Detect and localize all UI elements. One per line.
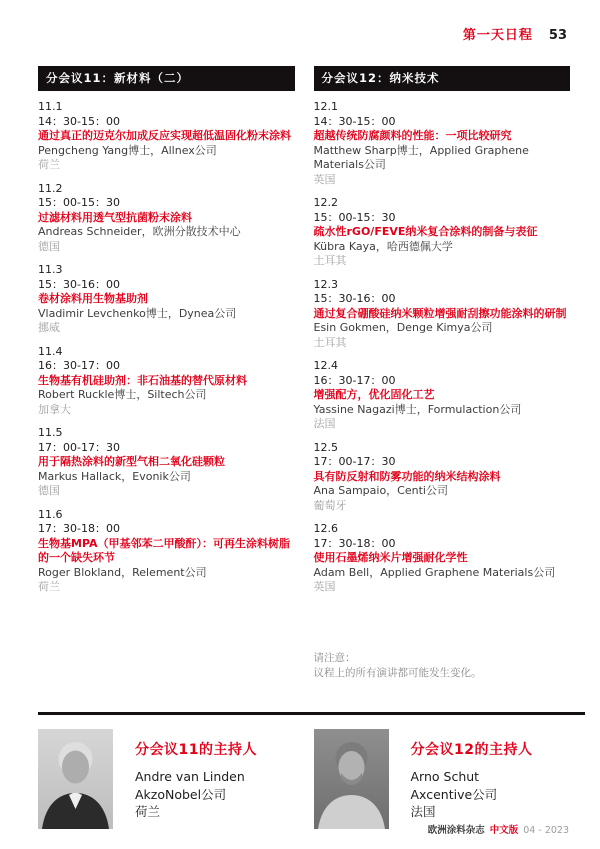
talk-time: 17：30-18：00 (313, 536, 396, 550)
chair-company: AkzoNobel公司 (135, 786, 227, 802)
talk-item (314, 100, 571, 187)
talk-number: 12.6 (313, 522, 338, 535)
chairs-row (38, 729, 570, 829)
talk-country: 英国 (313, 172, 336, 186)
chair-info (135, 729, 257, 829)
talk-title: 过滤材料用透气型抗菌粉末涂料 (38, 210, 192, 224)
chair-country: 荷兰 (135, 804, 161, 819)
talk-item (314, 522, 571, 595)
talk-title: 通过复合硼酸硅纳米颗粒增强耐刮擦功能涂料的研制 (313, 306, 567, 320)
talk-title: 增强配方，优化固化工艺 (313, 388, 435, 401)
talk-time: 17：30-18：00 (38, 522, 120, 535)
talk-speaker: Markus Hallack，Evonik公司 (38, 469, 191, 483)
program-note (314, 651, 571, 681)
talk-speaker: Adam Bell，Applied Graphene Materials公司 (313, 565, 556, 579)
session-11-talks (38, 100, 295, 595)
talk-time: 16：30-17：00 (38, 359, 120, 372)
talk-item (314, 441, 571, 514)
session-12-header-bar: 分会议12：纳米技术 (314, 66, 571, 91)
talk-title: 具有防反射和防雾功能的纳米结构涂料 (313, 469, 501, 483)
talk-time: 16：30-17：00 (313, 373, 396, 387)
talk-item (314, 359, 571, 432)
talk-speaker: Pengcheng Yang博士，Allnex公司 (38, 143, 217, 157)
footer-issue: 04 - 2023 (523, 825, 569, 836)
note-title: 请注意： (313, 651, 356, 664)
talk-speaker: Yassine Nagazi博士，Formulaction公司 (313, 402, 522, 416)
talk-item (38, 100, 295, 173)
talk-country: 德国 (38, 484, 60, 497)
chair-photo (38, 729, 113, 829)
talk-number: 11.1 (38, 100, 63, 113)
page-header (463, 24, 567, 43)
chair-country: 法国 (410, 804, 436, 819)
session-11-column (38, 66, 295, 681)
chair-company: Axcentive公司 (410, 786, 498, 802)
talk-number: 12.3 (313, 277, 338, 291)
talk-country: 挪威 (38, 321, 60, 334)
talk-number: 12.2 (313, 196, 338, 209)
chair-session-12 (314, 729, 571, 829)
talk-title: 卷材涂料用生物基助剂 (38, 292, 148, 305)
talk-speaker: Kübra Kaya，哈西德佩大学 (313, 239, 453, 253)
page-footer (428, 822, 569, 836)
talk-country: 荷兰 (38, 580, 60, 593)
session-12-talks (314, 100, 571, 681)
talk-number: 12.5 (313, 440, 338, 454)
chair-name: Andre van Linden (135, 769, 245, 784)
talk-title: 使用石墨烯纳米片增强耐化学性 (313, 551, 468, 564)
talk-speaker: Roger Blokland，Relement公司 (38, 565, 207, 579)
page-number: 53 (548, 28, 567, 43)
talk-number: 11.4 (38, 344, 63, 358)
talk-item (38, 182, 295, 255)
talk-number: 11.6 (38, 507, 63, 521)
chair-heading: 分会议11的主持人 (135, 742, 257, 758)
talk-country: 土耳其 (313, 254, 347, 267)
talk-speaker: Ana Sampaio，Centi公司 (313, 484, 448, 497)
talk-item (38, 345, 295, 418)
talk-speaker: Andreas Schneider，欧洲分散技术中心 (38, 225, 241, 238)
talk-number: 11.3 (38, 263, 63, 276)
talk-title: 用于隔热涂料的新型气相二氧化硅颗粒 (38, 455, 225, 468)
talk-time: 14：30-15：00 (313, 114, 396, 128)
talk-country: 加拿大 (38, 402, 71, 416)
talk-speaker: Matthew Sharp博士，Applied Graphene Materials公司 (313, 143, 529, 171)
talk-title: 超越传统防腐颜料的性能：一项比较研究 (313, 129, 512, 142)
talk-item (38, 426, 295, 499)
chair-heading: 分会议12的主持人 (410, 742, 533, 758)
note-body: 议程上的所有演讲都可能发生变化。 (313, 666, 482, 679)
talk-time: 15：30-16：00 (313, 292, 396, 305)
talk-country: 土耳其 (313, 335, 347, 349)
section-divider (38, 712, 585, 715)
talk-speaker: Vladimir Levchenko博士，Dynea公司 (38, 306, 237, 320)
talk-title: 生物基有机硅助剂：非石油基的替代原材料 (38, 373, 247, 387)
session-12-column (314, 66, 571, 681)
talk-country: 葡萄牙 (313, 498, 347, 512)
talk-item (314, 278, 571, 351)
portrait-placeholder-icon (314, 729, 389, 829)
talk-country: 法国 (313, 417, 336, 430)
talk-number: 11.2 (38, 181, 63, 195)
talk-time: 14：30-15：00 (38, 114, 120, 128)
talk-title: 通过真正的迈克尔加成反应实现超低温固化粉末涂料 (38, 129, 291, 142)
portrait-placeholder-icon (38, 729, 113, 829)
talk-title: 生物基MPA（甲基邻苯二甲酸酐）：可再生涂料树脂的一个缺失环节 (38, 536, 291, 564)
talk-time: 17：00-17：30 (313, 455, 396, 468)
talk-number: 12.1 (313, 100, 338, 113)
chair-session-11 (38, 729, 295, 829)
talk-time: 15：30-16：00 (38, 277, 120, 291)
talk-speaker: Robert Ruckle博士，Siltech公司 (38, 388, 207, 401)
talk-time: 15：00-15：30 (313, 210, 396, 224)
talk-number: 12.4 (313, 359, 338, 372)
chair-photo (314, 729, 389, 829)
talk-speaker: Esin Gokmen，Denge Kimya公司 (313, 321, 493, 334)
footer-edition: 中文版 (489, 825, 519, 836)
session-columns (38, 66, 570, 681)
talk-country: 英国 (313, 580, 336, 593)
talk-country: 荷兰 (38, 158, 60, 171)
session-11-header-bar: 分会议11：新材料（二） (38, 66, 295, 91)
chair-name: Arno Schut (410, 769, 480, 784)
footer-journal-name: 欧洲涂料杂志 (427, 825, 485, 836)
day-title: 第一天日程 (462, 28, 533, 43)
talk-number: 11.5 (38, 426, 63, 439)
talk-time: 15：00-15：30 (38, 196, 120, 209)
chair-info (411, 729, 533, 829)
talk-item (38, 508, 295, 595)
talk-item (38, 263, 295, 336)
talk-time: 17：00-17：30 (38, 440, 120, 454)
talk-country: 德国 (38, 239, 60, 253)
talk-item (314, 196, 571, 269)
talk-title: 疏水性rGO/FEVE纳米复合涂料的制备与表征 (313, 225, 538, 238)
